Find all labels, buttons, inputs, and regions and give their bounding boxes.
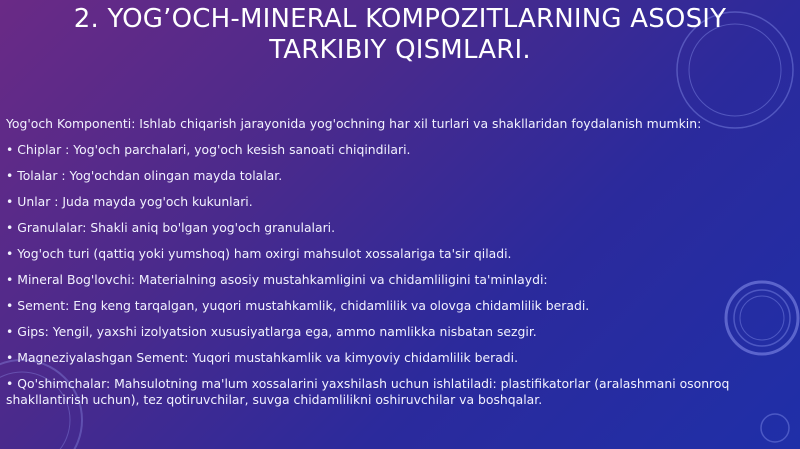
list-item [6, 246, 792, 262]
list-item [6, 168, 792, 184]
bullet-icon: • [6, 350, 14, 365]
list-item-text: Sement: Eng keng tarqalgan, yuqori mustahkamlik, chidamlilik va olovga chidamlilik beradi. [17, 298, 590, 313]
list-item [6, 376, 792, 408]
list-item-text: Tolalar : Yog'ochdan olingan mayda tolalar. [17, 168, 283, 183]
slide-body [6, 116, 792, 418]
bullet-icon: • [6, 298, 14, 313]
decor-circle [761, 414, 789, 442]
list-item-text: Mineral Bog'lovchi: Materialning asosiy mustahkamligini va chidamliligini ta'minlaydi: [17, 272, 548, 287]
list-item [6, 324, 792, 340]
list-item [6, 142, 792, 158]
slide-title-line-1: 2. YOG’OCH-MINERAL KOMPOZITLARNING ASOSIY [73, 4, 727, 34]
bullet-icon: • [6, 376, 14, 391]
list-item-text: Gips: Yengil, yaxshi izolyatsion xususiyatlarga ega, ammo namlikka nisbatan sezgir. [17, 324, 537, 339]
bullet-icon: • [6, 194, 14, 209]
bullet-icon: • [6, 272, 14, 287]
list-item [6, 350, 792, 366]
list-item-text: Chiplar : Yog'och parchalari, yog'och kesish sanoati chiqindilari. [17, 142, 411, 157]
bullet-icon: • [6, 246, 14, 261]
list-item [6, 194, 792, 210]
list-item-text: Yog'och turi (qattiq yoki yumshoq) ham oxirgi mahsulot xossalariga ta'sir qiladi. [17, 246, 512, 261]
list-item-text: Magneziyalashgan Sement: Yuqori mustahkamlik va kimyoviy chidamlilik beradi. [17, 350, 519, 365]
list-item-text: Qo'shimchalar: Mahsulotning ma'lum xossalarini yaxshilash uchun ishlatiladi: plastifikatorlar (aralashmani osonroq shakllantirish uchun), tez qotiruvchilar, suvga chidamlilikni oshiruvchilar va boshqalar. [6, 376, 730, 407]
list-item [6, 298, 792, 314]
bullet-icon: • [6, 168, 14, 183]
list-item-text: Unlar : Juda mayda yog'och kukunlari. [17, 194, 253, 209]
intro-paragraph: Yog'och Komponenti: Ishlab chiqarish jarayonida yog'ochning har xil turlari va shakllaridan foydalanish mumkin: [6, 116, 702, 131]
bullet-icon: • [6, 142, 14, 157]
bullet-icon: • [6, 324, 14, 339]
slide-title-line-2: TARKIBIY QISMLARI. [269, 35, 531, 65]
slide-title [0, 4, 800, 66]
list-item [6, 272, 792, 288]
bullet-icon: • [6, 220, 14, 235]
list-item-text: Granulalar: Shakli aniq bo'lgan yog'och granulalari. [17, 220, 336, 235]
list-item [6, 220, 792, 236]
